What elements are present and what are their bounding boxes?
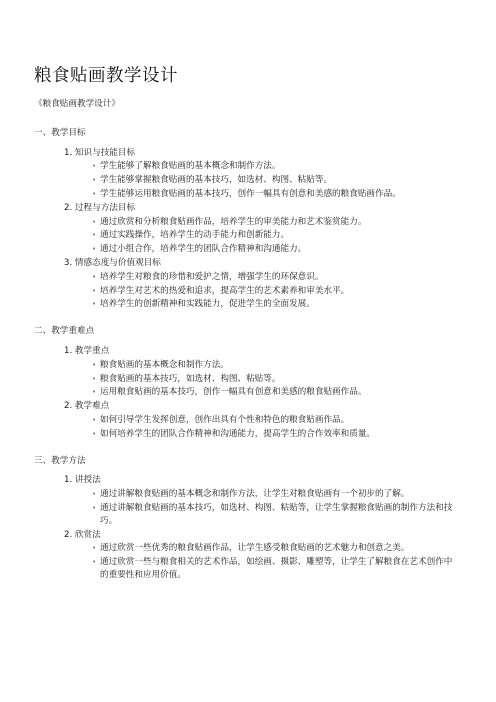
bullet-dot-icon: • bbox=[92, 374, 97, 383]
bullet-dot-icon: • bbox=[92, 272, 97, 281]
list-item-text: 学生能够运用粮食贴画的基本技巧，创作一幅具有创意和美感的粮食贴画作品。 bbox=[100, 188, 401, 199]
list-item-text: 如何培养学生的团队合作精神和沟通能力，提高学生的合作效率和质量。 bbox=[100, 428, 376, 439]
list-item-text: 通过小组合作，培养学生的团队合作精神和沟通能力。 bbox=[100, 244, 307, 255]
sub-heading: 3. 情感态度与价值观目标 bbox=[64, 257, 161, 268]
bullet-list bbox=[34, 216, 454, 256]
bullet-dot-icon: • bbox=[92, 162, 97, 171]
list-item bbox=[92, 298, 454, 311]
list-item-text: 通过讲解粮食贴画的基本概念和制作方法，让学生对粮食贴画有一个初步的了解。 bbox=[100, 489, 410, 500]
sub-heading: 1. 教学重点 bbox=[64, 345, 110, 356]
bullet-dot-icon: • bbox=[92, 503, 97, 512]
bullet-dot-icon: • bbox=[92, 300, 97, 309]
bullet-dot-icon: • bbox=[92, 176, 97, 185]
list-item bbox=[92, 386, 454, 399]
section bbox=[34, 127, 454, 311]
list-item bbox=[92, 243, 454, 256]
list-item bbox=[92, 229, 454, 242]
section bbox=[34, 455, 454, 582]
sub-heading: 1. 讲授法 bbox=[64, 475, 101, 486]
list-item-text: 通过欣赏一些优秀的粮食贴画作品，让学生感受粮食贴画的艺术魅力和创意之美。 bbox=[100, 543, 410, 554]
bullet-dot-icon: • bbox=[92, 544, 97, 553]
bullet-dot-icon: • bbox=[92, 231, 97, 240]
sub-heading: 2. 教学难点 bbox=[64, 401, 110, 412]
sub-heading: 2. 欣赏法 bbox=[64, 529, 101, 540]
bullet-dot-icon: • bbox=[92, 189, 97, 198]
list-item-text: 粮食贴画的基本概念和制作方法。 bbox=[100, 359, 229, 370]
list-item-text: 培养学生的创新精神和实践能力，促进学生的全面发展。 bbox=[100, 299, 315, 310]
list-item-text: 学生能够了解粮食贴画的基本概念和制作方法。 bbox=[100, 161, 281, 172]
section-heading: 三、教学方法 bbox=[34, 455, 86, 466]
document-subtitle: 《粮食贴画教学设计》 bbox=[34, 99, 120, 109]
bullet-dot-icon: • bbox=[92, 415, 97, 424]
sub-heading: 2. 过程与方法目标 bbox=[64, 202, 136, 213]
bullet-list bbox=[34, 359, 454, 399]
list-item bbox=[92, 502, 454, 528]
list-item bbox=[92, 188, 454, 201]
list-item-text: 学生能够掌握粮食贴画的基本技巧，如选材、构图、粘贴等。 bbox=[100, 175, 333, 186]
list-item bbox=[92, 556, 454, 582]
list-item bbox=[92, 174, 454, 187]
section-heading: 一、教学目标 bbox=[34, 127, 86, 138]
list-item bbox=[92, 373, 454, 386]
list-item bbox=[92, 359, 454, 372]
list-item bbox=[92, 216, 454, 229]
bullet-dot-icon: • bbox=[92, 429, 97, 438]
list-item-text: 粮食贴画的基本技巧，如选材、构图、粘贴等。 bbox=[100, 373, 281, 384]
list-item-text: 如何引导学生发挥创意，创作出具有个性和特色的粮食贴画作品。 bbox=[100, 414, 350, 425]
list-item bbox=[92, 271, 454, 284]
list-item bbox=[92, 414, 454, 427]
list-item-text: 通过欣赏和分析粮食贴画作品，培养学生的审美能力和艺术鉴赏能力。 bbox=[100, 216, 367, 227]
bullet-dot-icon: • bbox=[92, 360, 97, 369]
list-item-text: 培养学生对粮食的珍惜和爱护之情，增强学生的环保意识。 bbox=[100, 271, 324, 282]
list-item-text: 通过实践操作，培养学生的动手能力和创新能力。 bbox=[100, 230, 290, 241]
list-item bbox=[92, 160, 454, 173]
document-body bbox=[34, 98, 454, 596]
bullet-dot-icon: • bbox=[92, 245, 97, 254]
list-item bbox=[92, 488, 454, 501]
list-item-text: 通过讲解粮食贴画的基本技巧，如选材、构图、粘贴等，让学生掌握粮食贴画的制作方法和技巧。 bbox=[100, 502, 453, 526]
section bbox=[34, 325, 454, 440]
list-item bbox=[92, 285, 454, 298]
bullet-dot-icon: • bbox=[92, 490, 97, 499]
document-title: 粮食贴画教学设计 bbox=[34, 66, 178, 86]
bullet-dot-icon: • bbox=[92, 388, 97, 397]
bullet-list bbox=[34, 414, 454, 441]
list-item-text: 培养学生对艺术的热爱和追求，提高学生的艺术素养和审美水平。 bbox=[100, 285, 350, 296]
section-heading: 二、教学重难点 bbox=[34, 326, 95, 337]
list-item bbox=[92, 542, 454, 555]
bullet-dot-icon: • bbox=[92, 558, 97, 567]
bullet-list bbox=[34, 160, 454, 200]
list-item-text: 通过欣赏一些与粮食相关的艺术作品，如绘画、摄影、雕塑等，让学生了解粮食在艺术创作中的重要性和应用价值。 bbox=[100, 557, 453, 580]
list-item bbox=[92, 428, 454, 441]
bullet-list bbox=[34, 542, 454, 581]
bullet-dot-icon: • bbox=[92, 217, 97, 226]
bullet-dot-icon: • bbox=[92, 286, 97, 295]
bullet-list bbox=[34, 488, 454, 527]
bullet-list bbox=[34, 271, 454, 311]
sub-heading: 1. 知识与技能目标 bbox=[64, 147, 136, 158]
list-item-text: 运用粮食贴画的基本技巧，创作一幅具有创意和美感的粮食贴画作品。 bbox=[100, 387, 367, 398]
